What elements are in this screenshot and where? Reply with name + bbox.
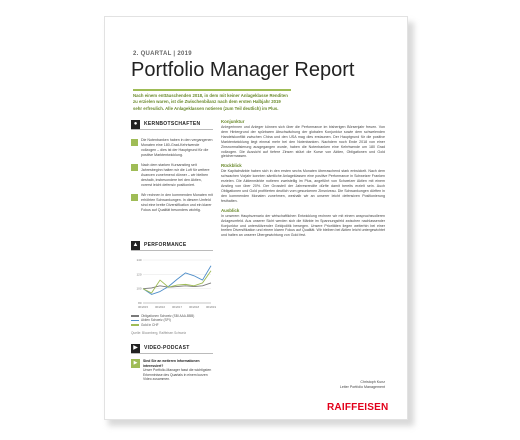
play-icon[interactable]: ▶ (131, 359, 140, 368)
legend-item (131, 323, 213, 327)
bullet-icon (131, 139, 138, 146)
lightbulb-icon: ● (131, 120, 140, 129)
y-tick-label: 80 (138, 301, 142, 305)
series-line (143, 271, 211, 293)
performance-title: PERFORMANCE (144, 242, 187, 248)
chart-source: Quelle: Bloomberg, Raiffeisen Schweiz (131, 331, 187, 336)
y-tick-label: 140 (136, 258, 142, 262)
key-messages-header (131, 120, 213, 130)
legend-swatch (131, 315, 139, 317)
y-tick-label: 120 (136, 272, 142, 277)
x-tick-label: 06/2015 (137, 305, 149, 309)
list-item (131, 193, 213, 213)
intro-text (133, 89, 291, 112)
y-tick-label: 100 (136, 286, 142, 291)
body-paragraph: Anlegerinnen und Anleger können sich über die Performance im bisherigen Börsenjahr freuen. Von dem Hintergrund der spürbaren Abschwächung der globalen Konjunktur sowie dem schwelenden Handelskonflikt zwischen China und den USA mag dies erstaunen. Der Hauptgrund für die positive Marktentwicklung liegt einmal mehr bei den Notenbanken. Nachdem noch Ende 2018 von einer Zinsnormalisierung ausgegangen wurde, haben die Notenbanken eine Kehrtwende um 180 Grad vollzogen. Die Aussicht auf tiefere Zinsen stützt die Kurse von Aktien, Obligationen und Gold gleichermassen. (221, 125, 385, 159)
chart-legend (131, 314, 213, 327)
body-paragraph: In unserem Hauptszenario der wirtschaftlichen Entwicklung rechnen wir mit einem anspruchsvolleren Anlageumfeld. Aus unserer Sicht werden sich die Märkte im Spannungsfeld zwischen nachlassender Konjunktur und unterstützender Geldpolitik bewegen. Unsere Prioritäten liegen weiterhin bei einer breiten Diversifikation und einem klaren Fokus auf Qualität. Wir bleiben bei Aktien leicht untergewichtet und halten an unserer Übergewichtung von Gold fest. (221, 213, 385, 238)
legend-label: Aktien Schweiz (SPI) (141, 318, 171, 323)
section-heading: Konjunktur (221, 119, 245, 124)
raiffeisen-logo: RAIFFEISEN (327, 402, 389, 413)
bullet-icon (131, 194, 138, 201)
key-messages-title: KERNBOTSCHAFTEN (144, 121, 201, 127)
fact-text: Die Notenbanken haben in den vergangenen Monaten eine 180-Grad-Kehrtwende vollzogen – dies ist der Hauptgrund für die positive Marktentwicklung. (141, 138, 213, 157)
signature-role: Leiter Portfolio Management (339, 385, 385, 389)
legend-swatch (131, 320, 139, 322)
x-tick-label: 06/2017 (171, 305, 183, 309)
section-heading: Rückblick (221, 163, 242, 169)
performance-header (131, 241, 213, 251)
fact-text: Wir rechnen in den kommenden Monaten mit erhöhten Schwankungen. In diesem Umfeld sind eine breite Diversifikation und ein klarer Fokus auf Qualität besonders wichtig. (141, 193, 213, 212)
key-messages-list (131, 138, 213, 213)
video-body[interactable] (131, 359, 213, 382)
video-podcast-section (131, 344, 213, 382)
x-tick-label: 06/2016 (154, 305, 166, 309)
chart-icon: ▲ (132, 241, 139, 248)
performance-section (131, 241, 217, 336)
signature (321, 380, 385, 390)
video-icon: ▶ (131, 344, 140, 353)
video-header (131, 344, 213, 354)
legend-label: Gold in CHF (141, 322, 159, 327)
list-item (131, 163, 213, 188)
performance-chart (131, 257, 217, 313)
video-description: Unser Portfolio-Manager fasst die wichtigsten Erkenntnisse des Quartals in einem kurzen Video zusammen. (143, 368, 212, 382)
legend-label: Obligationen Schweiz (SBI AAA-BBB) (141, 314, 195, 318)
intro-divider (133, 89, 291, 91)
bullet-icon (131, 164, 138, 171)
fact-text: Nach dem starken Kursanstieg seit Jahresbeginn halten wir die Luft für weitere Avancen zunehmend dünner – wir bleiben deshalb, insbesondere bei den Aktien, vorerst leicht defensiv positioniert. (141, 163, 210, 187)
key-messages-section (131, 120, 213, 218)
list-item (131, 138, 213, 158)
section-heading: Ausblick (221, 207, 240, 213)
video-title: VIDEO-PODCAST (144, 345, 190, 351)
x-tick-label: 06/2019 (205, 305, 217, 309)
page-title: Portfolio Manager Report (131, 59, 355, 81)
intro-paragraph: Nach einem enttäuschenden 2018, in dem mit keiner Anlageklasse Renditen zu erzielen waren, ist die Zwischenbilanz nach dem ersten Halbjahr 2019 sehr erfreulich. Alle Anlageklassen notieren (zum Teil deutlich) im Plus. (133, 92, 288, 111)
legend-swatch (131, 324, 139, 326)
report-page (104, 16, 408, 420)
body-paragraph: Die Kapitalmärkte haben sich in den ersten sechs Monaten überraschend stark entwickelt. Nach dem schwachen Vorjahr konnten sämtliche Anlageklassen eine positive Performance in Schweizer Franken erzielen. Die Aktienmärkte notieren zweistellig im Plus, angeführt von Schweizer Aktien mit einem Anstieg von über 20%. Der Grossteil der Jahresrendite dürfte damit bereits erzielt sein. Auch Obligationen und Gold profitierten deutlich vom gesunkenen Zinsniveau. Die Schwankungen dürften in den kommenden Monaten zunehmen, weshalb wir an unserer leicht defensiven Positionierung festhalten. (221, 169, 385, 203)
x-tick-label: 06/2018 (188, 305, 200, 309)
report-quarter: 2. QUARTAL | 2019 (133, 51, 192, 57)
report-body (221, 117, 385, 242)
video-text (143, 359, 213, 382)
signature-name: Christoph Kunz (360, 380, 385, 384)
video-heading: Sind Sie an weiteren Informationen interessiert? (143, 359, 200, 368)
